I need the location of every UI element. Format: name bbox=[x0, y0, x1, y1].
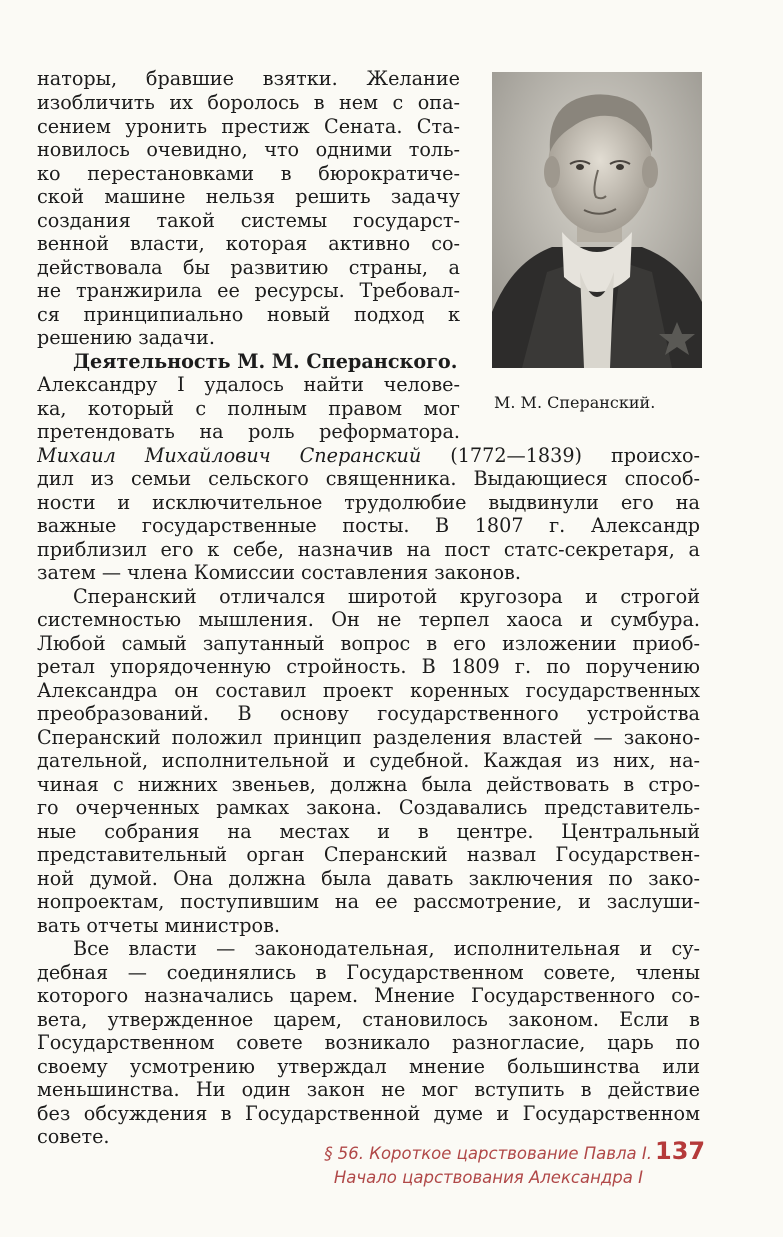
text-line: преобразований. В основу государственного устройства bbox=[37, 703, 700, 725]
text-line: без обсуждения в Государственной думе и Государственном bbox=[37, 1103, 700, 1125]
text-line: наторы, бравшие взятки. Желание bbox=[37, 68, 460, 90]
text-line: го очерченных рамках закона. Создавались представитель- bbox=[37, 797, 700, 819]
text-line: Любой самый запутанный вопрос в его изложении приоб- bbox=[37, 633, 700, 655]
text-line: венной власти, которая активно со- bbox=[37, 233, 460, 255]
portrait-image bbox=[492, 72, 702, 368]
text-line: ные собрания на местах и в центре. Центральный bbox=[37, 821, 700, 843]
text-line: не транжирила ее ресурсы. Требовал- bbox=[37, 280, 460, 302]
text-line: вета, утвержденное царем, становилось законом. Если в bbox=[37, 1009, 700, 1031]
text-line: ности и исключительное трудолюбие выдвинули его на bbox=[37, 492, 700, 514]
person-name: Михаил Михайлович Сперанский bbox=[37, 445, 422, 467]
text-line: Все власти — законодательная, исполнительная и су- bbox=[73, 938, 700, 960]
text-line: совете. bbox=[37, 1126, 110, 1148]
text-line: ка, который с полным правом мог bbox=[37, 398, 460, 420]
text-line: претендовать на роль реформатора. bbox=[37, 421, 460, 443]
text-line: ской машине нельзя решить задачу bbox=[37, 186, 460, 208]
text-line: чиная с нижних звеньев, должна была действовать в стро- bbox=[37, 774, 700, 796]
text-line: системностью мышления. Он не терпел хаоса и сумбура. bbox=[37, 609, 700, 631]
text-line: меньшинства. Ни один закон не мог вступить в действие bbox=[37, 1079, 700, 1101]
text-line: ко перестановками в бюрократиче- bbox=[37, 163, 460, 185]
text-line: новилось очевидно, что одними толь- bbox=[37, 139, 460, 161]
text-line: Михаил Михайлович Сперанский (1772—1839) происхо- bbox=[37, 445, 700, 467]
text-line: вать отчеты министров. bbox=[37, 915, 280, 937]
text-line: сением уронить престиж Сената. Ста- bbox=[37, 116, 460, 138]
text-line: дебная — соединялись в Государственном совете, члены bbox=[37, 962, 700, 984]
text-line: дил из семьи сельского священника. Выдающиеся способ- bbox=[37, 468, 700, 490]
text-line: Александру I удалось найти челове- bbox=[37, 374, 460, 396]
text-line: своему усмотрению утверждал мнение большинства или bbox=[37, 1056, 700, 1078]
text-line: Сперанский положил принцип разделения властей — законо- bbox=[37, 727, 700, 749]
text-line: дательной, исполнительной и судебной. Каждая из них, на- bbox=[37, 750, 700, 772]
text-line: создания такой системы государст- bbox=[37, 210, 460, 232]
text-line: изобличить их боролось в нем с опа- bbox=[37, 92, 460, 114]
text-line: Сперанский отличался широтой кругозора и строгой bbox=[73, 586, 700, 608]
text-line: Государственном совете возникало разногласие, царь по bbox=[37, 1032, 700, 1054]
portrait-caption: М. М. Сперанский. bbox=[494, 393, 656, 412]
text-line: нопроектам, поступившим на ее рассмотрение, и заслуши- bbox=[37, 891, 700, 913]
text-line: затем — члена Комиссии составления законов. bbox=[37, 562, 521, 584]
text-line: ретал упорядоченную стройность. В 1809 г. по поручению bbox=[37, 656, 700, 678]
text-line: решению задачи. bbox=[37, 327, 215, 349]
text-line: представительный орган Сперанский назвал Государствен- bbox=[37, 844, 700, 866]
text-line: которого назначались царем. Мнение Государственного со- bbox=[37, 985, 700, 1007]
text-line: важные государственные посты. В 1807 г. Александр bbox=[37, 515, 700, 537]
text-line: ся принципиально новый подход к bbox=[37, 304, 460, 326]
section-title: § 56. Короткое царствование Павла I. bbox=[324, 1144, 652, 1163]
page-number: 137 bbox=[655, 1137, 706, 1165]
section-subtitle: Начало царствования Александра I bbox=[333, 1168, 643, 1187]
text-line: Александра он составил проект коренных государственных bbox=[37, 680, 700, 702]
text-line: приблизил его к себе, назначив на пост статс-секретаря, а bbox=[37, 539, 700, 561]
text-line: действовала бы развитию страны, а bbox=[37, 257, 460, 279]
section-heading: Деятельность М. М. Сперанского. bbox=[73, 351, 458, 373]
text-line: ной думой. Она должна была давать заключения по зако- bbox=[37, 868, 700, 890]
